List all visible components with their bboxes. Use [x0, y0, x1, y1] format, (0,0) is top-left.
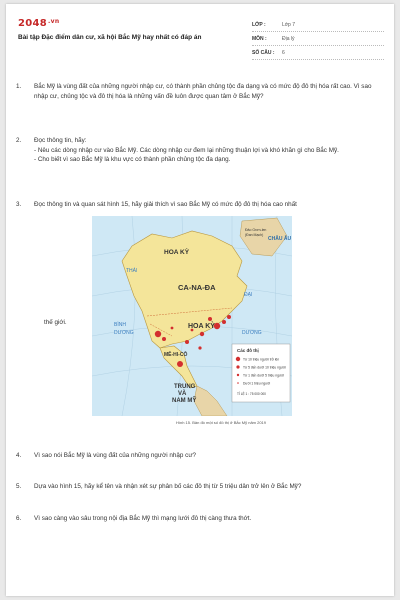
map-label-mexico: MÊ-HI-CÔ — [164, 352, 188, 358]
meta-row-count — [252, 46, 384, 60]
meta-row-subject — [252, 32, 384, 46]
document-title: Bài tập Đặc điểm dân cư, xã hội Bắc Mỹ hay nhất có đáp án — [18, 34, 202, 41]
site-logo[interactable] — [18, 18, 59, 29]
question-number: 6. — [16, 515, 22, 522]
question-3 — [16, 200, 374, 210]
question-2 — [16, 136, 374, 165]
question-line: - Nêu các dòng nhập cư vào Bắc Mỹ. Các dòng nhập cư đem lại những thuận lợi và khó khăn gì cho Bắc Mỹ. — [34, 146, 339, 154]
logo-text: 2048 — [18, 18, 48, 29]
question-1 — [16, 82, 374, 101]
map-label-ocean-left: DƯƠNG — [114, 330, 134, 336]
meta-key: MÔN : — [252, 35, 267, 42]
map-label-europe: CHÂU ÂU — [268, 236, 292, 242]
meta-key: LỚP : — [252, 21, 266, 28]
question-4 — [16, 451, 374, 461]
question-5 — [16, 482, 374, 492]
question-text: Vì sao nói Bắc Mỹ là vùng đất của những người nhập cư? — [34, 452, 197, 459]
legend-title: Các đô thị — [237, 348, 259, 353]
legend-item-1: Từ 10 triệu người trở lên — [243, 357, 280, 362]
question-line: Đọc thông tin, hãy: — [34, 137, 87, 144]
north-america-city-map — [92, 216, 292, 436]
map-label-hoa-ky-north: HOA KỲ — [164, 249, 190, 256]
map-legend — [232, 344, 290, 402]
map-svg — [92, 216, 292, 416]
map-label-atlantic: ĐẠI — [244, 292, 253, 298]
meta-value: Lớp 7 — [282, 21, 296, 28]
document-page — [6, 4, 394, 596]
map-caption: Hình 15. Bản đồ một số đô thị ở Bắc Mỹ năm 2019 — [176, 420, 267, 425]
legend-marker-1 — [236, 357, 240, 361]
question-number: 2. — [16, 137, 22, 144]
meta-key: SỐ CÂU : — [252, 49, 275, 56]
map-label-canada: CA-NA-ĐA — [178, 283, 216, 292]
legend-item-4: Dưới 1 triệu người — [243, 381, 271, 386]
document-meta — [252, 18, 384, 60]
question-text: Vì sao càng vào sâu trong nội địa Bắc Mỹ thì mạng lưới đô thị càng thưa thớt. — [34, 515, 252, 522]
map-label-pacific: THÁI — [126, 268, 138, 274]
logo-suffix: .vn — [48, 18, 60, 25]
question-number: 3. — [16, 201, 22, 208]
question-text — [34, 136, 374, 165]
map-label-hoa-ky: HOA KỲ — [188, 323, 215, 330]
legend-marker-2 — [236, 365, 239, 368]
question-number: 1. — [16, 83, 22, 90]
question-text-continued: thế giới. — [44, 319, 67, 326]
map-label-ocean-right: DƯƠNG — [242, 330, 262, 336]
question-number: 4. — [16, 452, 22, 459]
legend-item-2: Từ 5 đến dưới 10 triệu người — [243, 365, 286, 370]
question-text: Bắc Mỹ là vùng đất của những người nhập cư, có thành phần chủng tộc đa dạng và có mức độ đô thị hóa rất cao. Vì sao nhập cư, chủng tộc và đô thị hóa là những vấn đề luôn được quan tâm ở Bắc Mỹ? — [34, 83, 372, 100]
meta-value: 6 — [282, 49, 285, 56]
meta-value: Địa lý — [282, 35, 295, 42]
legend-marker-4 — [237, 382, 239, 384]
map-label-greenland: Đảo Grơn-len (Đan Mạch) — [245, 228, 267, 237]
map-label-central-south: TRUNG VÀ NAM MỸ — [172, 384, 197, 404]
question-6 — [16, 514, 374, 524]
question-line: - Cho biết vì sao Bắc Mỹ là khu vực có thành phần chủng tộc đa dạng. — [34, 156, 231, 164]
legend-marker-3 — [237, 374, 239, 376]
question-number: 5. — [16, 483, 22, 490]
legend-scale: TỈ LỆ 1 : 75 000 000 — [237, 392, 266, 396]
legend-item-3: Từ 1 đến dưới 5 triệu người — [243, 373, 285, 378]
question-text: Đọc thông tin và quan sát hình 15, hãy giải thích vì sao Bắc Mỹ có mức độ đô thị hóa cao nhất — [34, 201, 297, 208]
map-label-pacific-2: BÌNH — [114, 322, 126, 328]
question-text: Dựa vào hình 15, hãy kể tên và nhận xét sự phân bố các đô thị từ 5 triệu dân trở lên ở Bắc Mỹ? — [34, 483, 302, 490]
meta-row-class — [252, 18, 384, 32]
